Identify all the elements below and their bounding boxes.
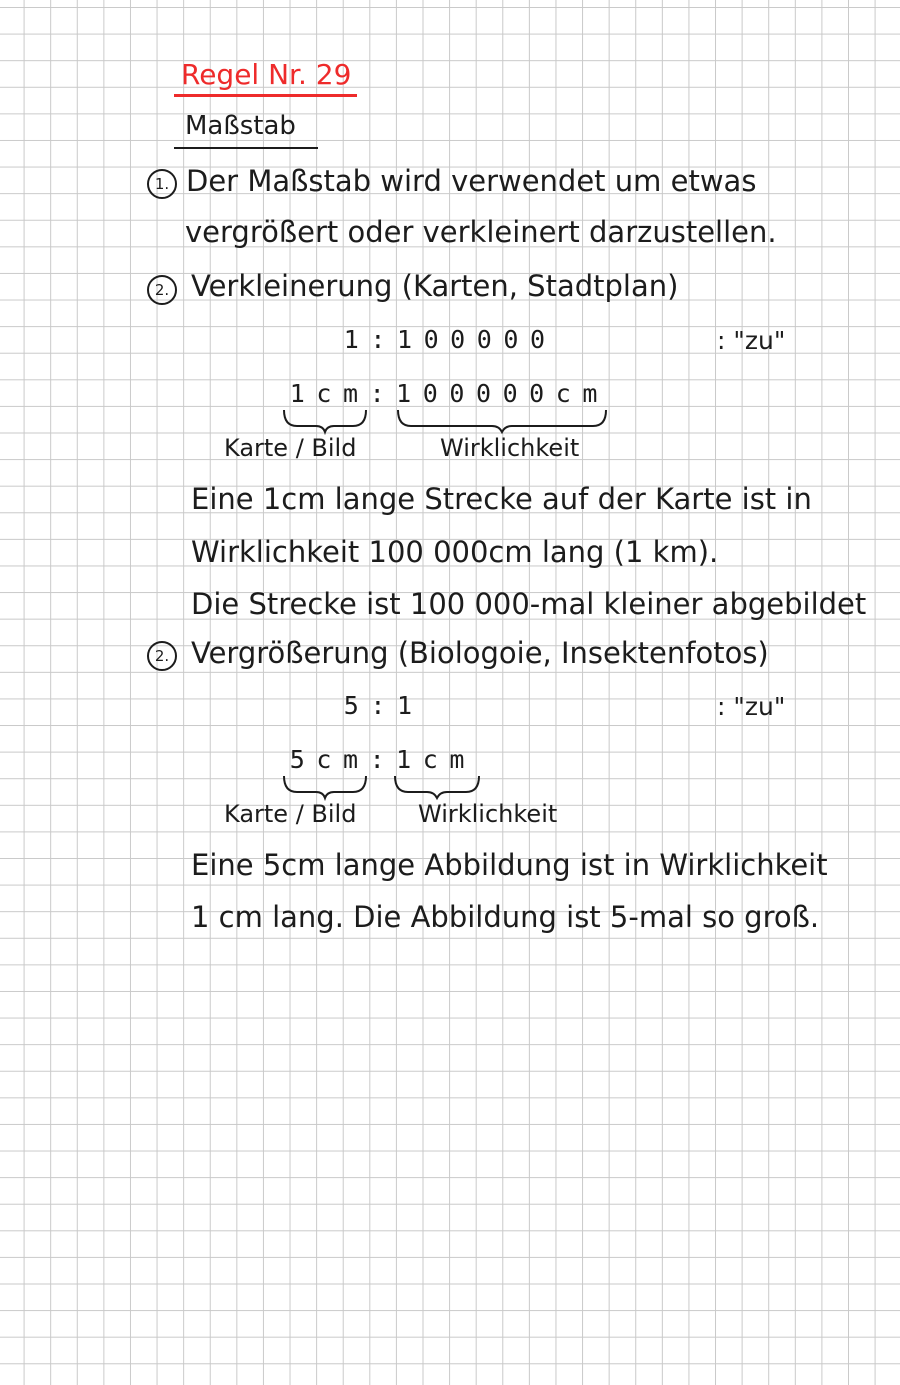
ratio-digit: 1: [396, 379, 412, 408]
ratio-digit: m: [582, 379, 598, 408]
item-2-line-2: Wirklichkeit 100 000cm lang (1 km).: [191, 535, 719, 569]
brace-karte-1: [283, 408, 367, 432]
ratio-digit: 0: [502, 379, 518, 408]
item-3-line-1: Eine 5cm lange Abbildung ist in Wirklichkeit: [191, 848, 828, 882]
ratio-digit: 0: [423, 325, 439, 354]
ratio-digit: 0: [475, 379, 492, 408]
ratio-digit: c: [316, 745, 332, 774]
ratio-digit: c: [555, 379, 571, 408]
label-karte-bild-1: Karte / Bild: [224, 434, 357, 462]
ratio-colon: :: [370, 691, 386, 720]
ratio-digit: 1: [289, 379, 305, 408]
item-2-marker: 2.: [147, 275, 177, 305]
brace-wirklichkeit-2: [394, 774, 480, 798]
ratio-digit: c: [422, 745, 438, 774]
page-title: Regel Nr. 29: [181, 58, 352, 91]
brace-wirklichkeit-1: [397, 408, 607, 432]
item-2-heading: Verkleinerung (Karten, Stadtplan): [191, 269, 679, 303]
ratio-digit: 0: [503, 325, 519, 354]
ratio-colon: :: [369, 745, 385, 774]
item-3-marker: 2.: [147, 641, 177, 671]
ratio-colon: :: [370, 325, 386, 354]
ratio-digit: 1: [396, 691, 413, 720]
ratio-digit: 1: [396, 745, 412, 774]
label-wirklichkeit-2: Wirklichkeit: [418, 800, 558, 828]
label-wirklichkeit-1: Wirklichkeit: [440, 434, 580, 462]
ratio-digit: m: [342, 379, 359, 408]
ratio-digit: 0: [450, 325, 466, 354]
ratio-digit: 0: [529, 325, 546, 354]
item-2-line-3: Die Strecke ist 100 000-mal kleiner abgebildet: [191, 587, 867, 621]
ratio-digit: c: [316, 379, 332, 408]
ratio-digit: 5: [289, 745, 305, 774]
item-1-marker: 1.: [147, 169, 177, 199]
ratio-digit: m: [342, 745, 359, 774]
item-2-line-1: Eine 1cm lange Strecke auf der Karte ist in: [191, 482, 812, 516]
label-karte-bild-2: Karte / Bild: [224, 800, 357, 828]
ratio-digit: 0: [422, 379, 438, 408]
zu-note-2: : "zu": [717, 692, 786, 721]
ratio-colon: :: [369, 379, 385, 408]
item-3-line-2: 1 cm lang. Die Abbildung ist 5-mal so groß.: [191, 900, 820, 934]
title-underline: [174, 94, 357, 97]
ratio-digit: 0: [449, 379, 465, 408]
page-subtitle: Maßstab: [185, 111, 296, 141]
item-1-line-1: Der Maßstab wird verwendet um etwas: [186, 164, 757, 198]
item-3-heading: Vergrößerung (Biologoie, Insektenfotos): [191, 636, 769, 670]
subtitle-underline: [174, 147, 318, 149]
ratio-digit: 0: [476, 325, 492, 354]
ratio-digit: m: [449, 745, 465, 774]
ratio-digit: 5: [343, 691, 359, 720]
ratio-digit: 1: [396, 325, 413, 354]
ratio-digit: 0: [529, 379, 545, 408]
ratio-digit: 1: [343, 325, 359, 354]
zu-note-1: : "zu": [717, 326, 786, 355]
brace-karte-2: [283, 774, 367, 798]
item-1-line-2: vergrößert oder verkleinert darzustellen.: [185, 215, 777, 249]
